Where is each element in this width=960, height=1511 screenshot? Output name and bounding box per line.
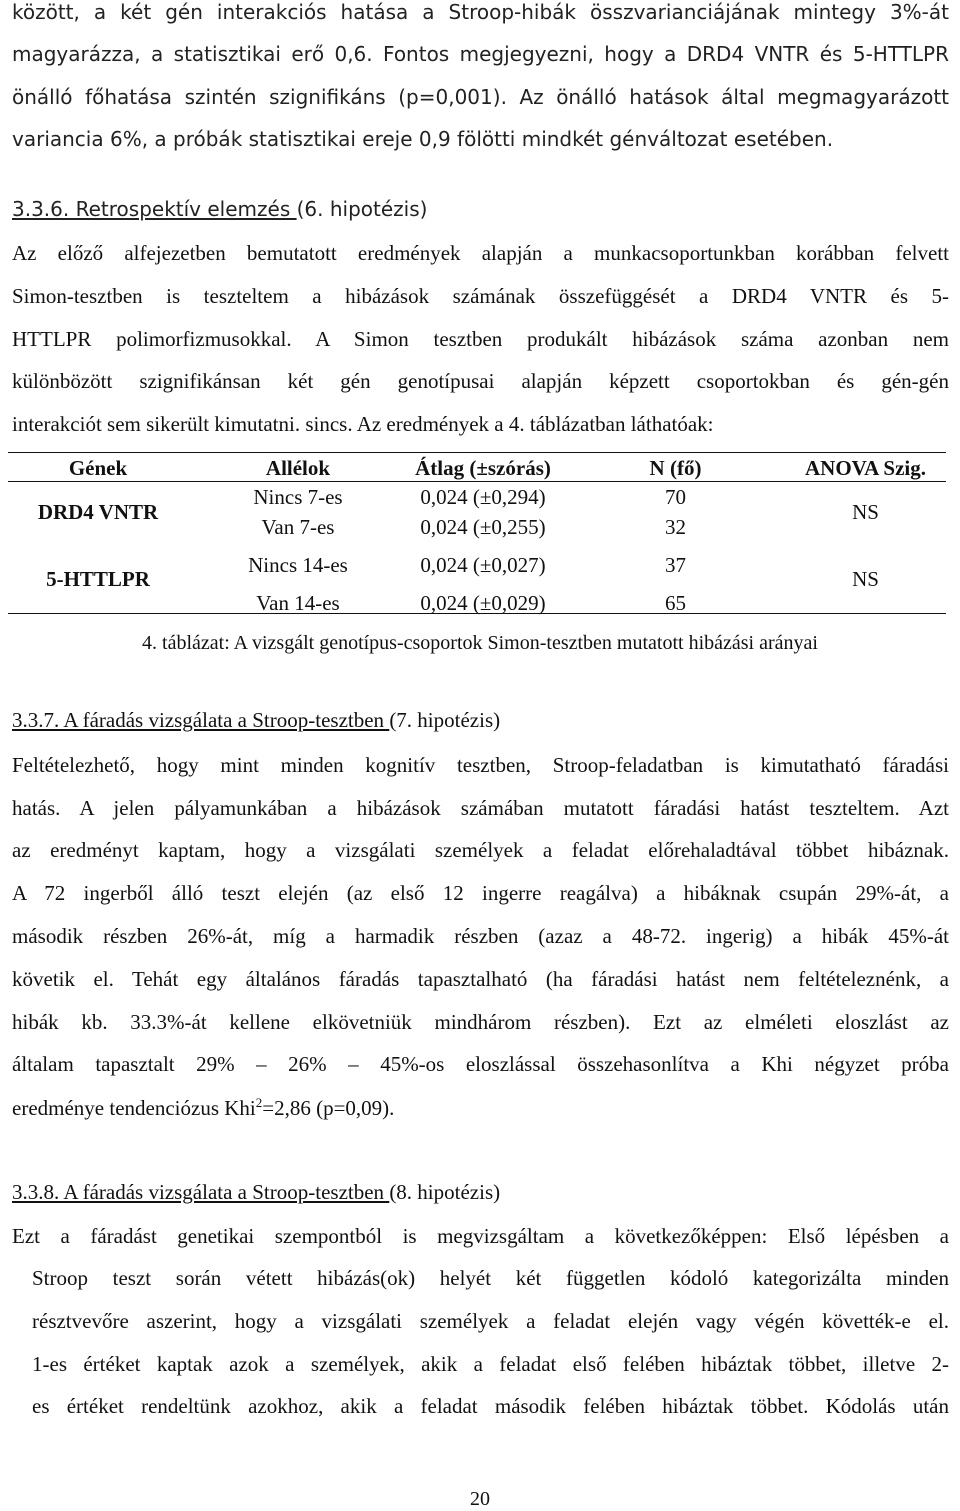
table-header-cell: Allélok bbox=[265, 456, 331, 480]
table-header-cell: Átlag (±szórás) bbox=[415, 456, 551, 480]
section-heading-336 bbox=[12, 197, 949, 221]
table-anova-cell: NS bbox=[852, 500, 879, 524]
paragraph-line: magyarázza, a statisztikai erő 0,6. Fontos megjegyezni, hogy a DRD4 VNTR és 5-HTTLPR bbox=[12, 42, 949, 66]
table-mean-cell: 0,024 (±0,255) bbox=[420, 515, 546, 539]
paragraph-line: között, a két gén interakciós hatása a Stroop-hibák összvarianciájának mintegy 3%-át bbox=[12, 0, 949, 24]
table-mean-cell: 0,024 (±0,029) bbox=[420, 591, 546, 615]
text-fragment: =2,86 (p=0,09). bbox=[262, 1096, 395, 1120]
table-allele-cell: Nincs 7-es bbox=[253, 485, 343, 509]
table-anova-cell: NS bbox=[852, 567, 879, 591]
paragraph-line: második részben 26%-át, míg a harmadik részben (azaz a 48-72. ingerig) a hibák 45%-át bbox=[12, 924, 949, 948]
heading-rest: (7. hipotézis) bbox=[389, 708, 501, 732]
paragraph-line: variancia 6%, a próbák statisztikai ereje 0,9 fölötti mindkét génváltozat esetében. bbox=[12, 127, 834, 151]
page-number: 20 bbox=[470, 1488, 490, 1510]
paragraph-line: Az előző alfejezetben bemutatott eredmények alapján a munkacsoportunkban korábban felvett bbox=[12, 241, 949, 265]
section-heading-338 bbox=[12, 1180, 949, 1205]
table-header-cell: N (fő) bbox=[649, 456, 702, 480]
paragraph-line: különbözött szignifikánsan két gén genotípusai alapján képzett csoportokban és gén-gén bbox=[12, 369, 949, 393]
paragraph-line: A 72 ingerből álló teszt elején (az első 12 ingerre reagálva) a hibáknak csupán 29%-át, a bbox=[12, 881, 949, 905]
results-table bbox=[8, 452, 946, 614]
table-allele-cell: Van 7-es bbox=[261, 515, 335, 539]
heading-underlined: 3.3.6. Retrospektív elemzés bbox=[12, 197, 297, 221]
paragraph-line: Simon-tesztben is teszteltem a hibázások számának összefüggését a DRD4 VNTR és 5- bbox=[12, 284, 949, 308]
paragraph-line: Ezt a fáradást genetikai szempontból is megvizsgáltam a következőképpen: Első lépésben a bbox=[12, 1224, 949, 1248]
table-caption: 4. táblázat: A vizsgált genotípus-csoportok Simon-tesztben mutatott hibázási arányai bbox=[142, 632, 818, 654]
heading-rest: (8. hipotézis) bbox=[389, 1180, 501, 1204]
table-mean-cell: 0,024 (±0,027) bbox=[420, 553, 546, 577]
paragraph-line: Feltételezhető, hogy mint minden kognitív tesztben, Stroop-feladatban is kimutatható fáradási bbox=[12, 753, 949, 777]
heading-rest: (6. hipotézis) bbox=[296, 197, 428, 221]
paragraph-line: önálló főhatása szintén szignifikáns (p=0,001). Az önálló hatások által megmagyarázott bbox=[12, 85, 949, 109]
paragraph-line: interakciót sem sikerült kimutatni. sincs. Az eredmények a 4. táblázatban láthatóak: bbox=[12, 412, 714, 436]
table-allele-cell: Nincs 14-es bbox=[248, 553, 348, 577]
text-fragment: eredménye tendenciózus Khi bbox=[12, 1096, 256, 1120]
superscript: 2 bbox=[255, 1095, 263, 1110]
table-rule-header bbox=[8, 481, 946, 482]
heading-underlined: 3.3.8. A fáradás vizsgálata a Stroop-tesztben bbox=[12, 1180, 390, 1204]
paragraph-line: HTTLPR polimorfizmusokkal. A Simon tesztben produkált hibázások száma azonban nem bbox=[12, 327, 949, 351]
table-mean-cell: 0,024 (±0,294) bbox=[420, 485, 546, 509]
paragraph-line: 1-es értéket kaptak azok a személyek, akik a feladat első felében hibáztak többet, illetve 2- bbox=[32, 1352, 949, 1376]
paragraph-line: általam tapasztalt 29% – 26% – 45%-os eloszlással összehasonlítva a Khi négyzet próba bbox=[12, 1052, 949, 1076]
table-allele-cell: Van 14-es bbox=[256, 591, 340, 615]
paragraph-line: résztvevőre aszerint, hogy a vizsgálati személyek a feladat elején vagy végén követték-e el. bbox=[32, 1309, 949, 1333]
section-heading-337 bbox=[12, 708, 949, 733]
table-n-cell: 70 bbox=[665, 485, 686, 509]
table-gene-cell: 5-HTTLPR bbox=[46, 567, 150, 591]
paragraph-line: hibák kb. 33.3%-át kellene elkövetniük mindhárom részben). Ezt az elméleti eloszlást az bbox=[12, 1010, 949, 1034]
paragraph-line-last bbox=[12, 1095, 949, 1121]
paragraph-line: hatás. A jelen pályamunkában a hibázások számában mutatott fáradási hatást teszteltem. Azt bbox=[12, 796, 949, 820]
table-gene-cell: DRD4 VNTR bbox=[37, 500, 159, 524]
table-n-cell: 65 bbox=[665, 591, 686, 615]
paragraph-line: az eredményt kaptam, hogy a vizsgálati személyek a feladat előrehaladtával többet hibáznak. bbox=[12, 838, 949, 862]
paragraph-line: es értéket rendeltünk azokhoz, akik a feladat második felében hibáztak többet. Kódolás után bbox=[32, 1394, 949, 1418]
table-n-cell: 32 bbox=[665, 515, 686, 539]
table-rule-top bbox=[8, 452, 946, 453]
heading-underlined: 3.3.7. A fáradás vizsgálata a Stroop-tesztben bbox=[12, 708, 390, 732]
table-header-cell: ANOVA Szig. bbox=[805, 456, 926, 480]
table-n-cell: 37 bbox=[665, 553, 686, 577]
table-header-cell: Gének bbox=[68, 456, 128, 480]
paragraph-line: Stroop teszt során vétett hibázás(ok) helyét két független kódoló kategorizálta minden bbox=[32, 1266, 949, 1290]
paragraph-line: követik el. Tehát egy általános fáradás tapasztalható (ha fáradási hatást nem feltételeznénk, a bbox=[12, 967, 949, 991]
